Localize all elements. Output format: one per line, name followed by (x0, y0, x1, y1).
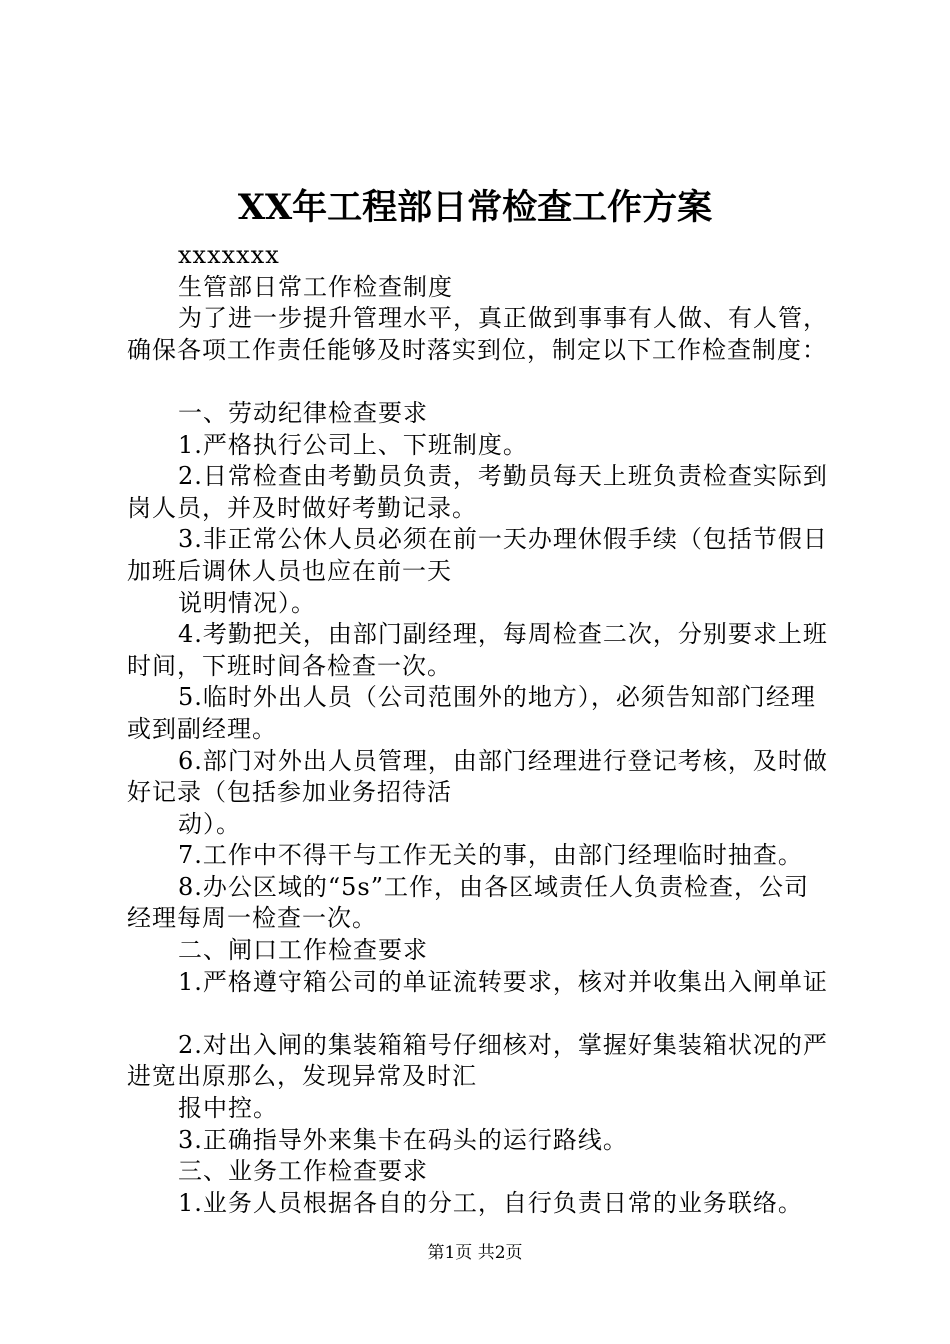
paragraph-line: 确保各项工作责任能够及时落实到位，制定以下工作检查制度： (127, 335, 827, 364)
document-title: XX年工程部日常检查工作方案 (237, 187, 713, 228)
paragraph-line: 或到副经理。 (127, 714, 277, 743)
paragraph-line: 4.考勤把关，由部门副经理，每周检查二次，分别要求上班 (178, 620, 828, 649)
paragraph-line: 1.严格遵守箱公司的单证流转要求，核对并收集出入闸单证 (178, 967, 828, 996)
paragraph-line: 生管部日常工作检查制度 (178, 272, 453, 301)
document-body (127, 240, 837, 1219)
paragraph-line: 为了进一步提升管理水平，真正做到事事有人做、有人管， (178, 304, 828, 333)
author-line: xxxxxxx (178, 241, 280, 269)
paragraph-line: 6.部门对外出人员管理，由部门经理进行登记考核，及时做 (178, 746, 828, 775)
paragraph-line: 5.临时外出人员（公司范围外的地方），必须告知部门经理 (178, 683, 816, 712)
section-heading: 一、劳动纪律检查要求 (178, 398, 428, 427)
paragraph-line: 3.非正常公休人员必须在前一天办理休假手续（包括节假日 (178, 525, 828, 554)
blank-line (127, 366, 837, 398)
paragraph-line: 时间，下班时间各检查一次。 (127, 651, 452, 680)
paragraph-line: 3.正确指导外来集卡在码头的运行路线。 (178, 1125, 628, 1154)
section-heading: 三、业务工作检查要求 (178, 1157, 428, 1186)
paragraph-line: 2.日常检查由考勤员负责，考勤员每天上班负责检查实际到 (178, 462, 828, 491)
paragraph-line: 1.严格执行公司上、下班制度。 (178, 430, 528, 459)
paragraph-line: 报中控。 (178, 1094, 278, 1123)
page-number: 第1页 共2页 (427, 1243, 523, 1263)
paragraph-line: 8.办公区域的“5s”工作，由各区域责任人负责检查，公司 (178, 872, 810, 901)
paragraph-line: 进宽出原那么，发现异常及时汇 (127, 1062, 477, 1091)
paragraph-line: 1.业务人员根据各自的分工，自行负责日常的业务联络。 (178, 1188, 803, 1217)
paragraph-line: 岗人员，并及时做好考勤记录。 (127, 493, 477, 522)
paragraph-line: 好记录（包括参加业务招待活 (127, 778, 452, 807)
paragraph-line: 经理每周一检查一次。 (127, 904, 377, 933)
paragraph-line: 加班后调休人员也应在前一天 (127, 556, 452, 585)
paragraph-line: 7.工作中不得干与工作无关的事，由部门经理临时抽查。 (178, 841, 803, 870)
paragraph-line: 动）。 (178, 809, 241, 838)
paragraph-line: 说明情况）。 (178, 588, 316, 617)
paragraph-line: 2.对出入闸的集装箱箱号仔细核对，掌握好集装箱状况的严 (178, 1030, 828, 1059)
blank-line (127, 998, 837, 1030)
section-heading: 二、闸口工作检查要求 (178, 936, 428, 965)
